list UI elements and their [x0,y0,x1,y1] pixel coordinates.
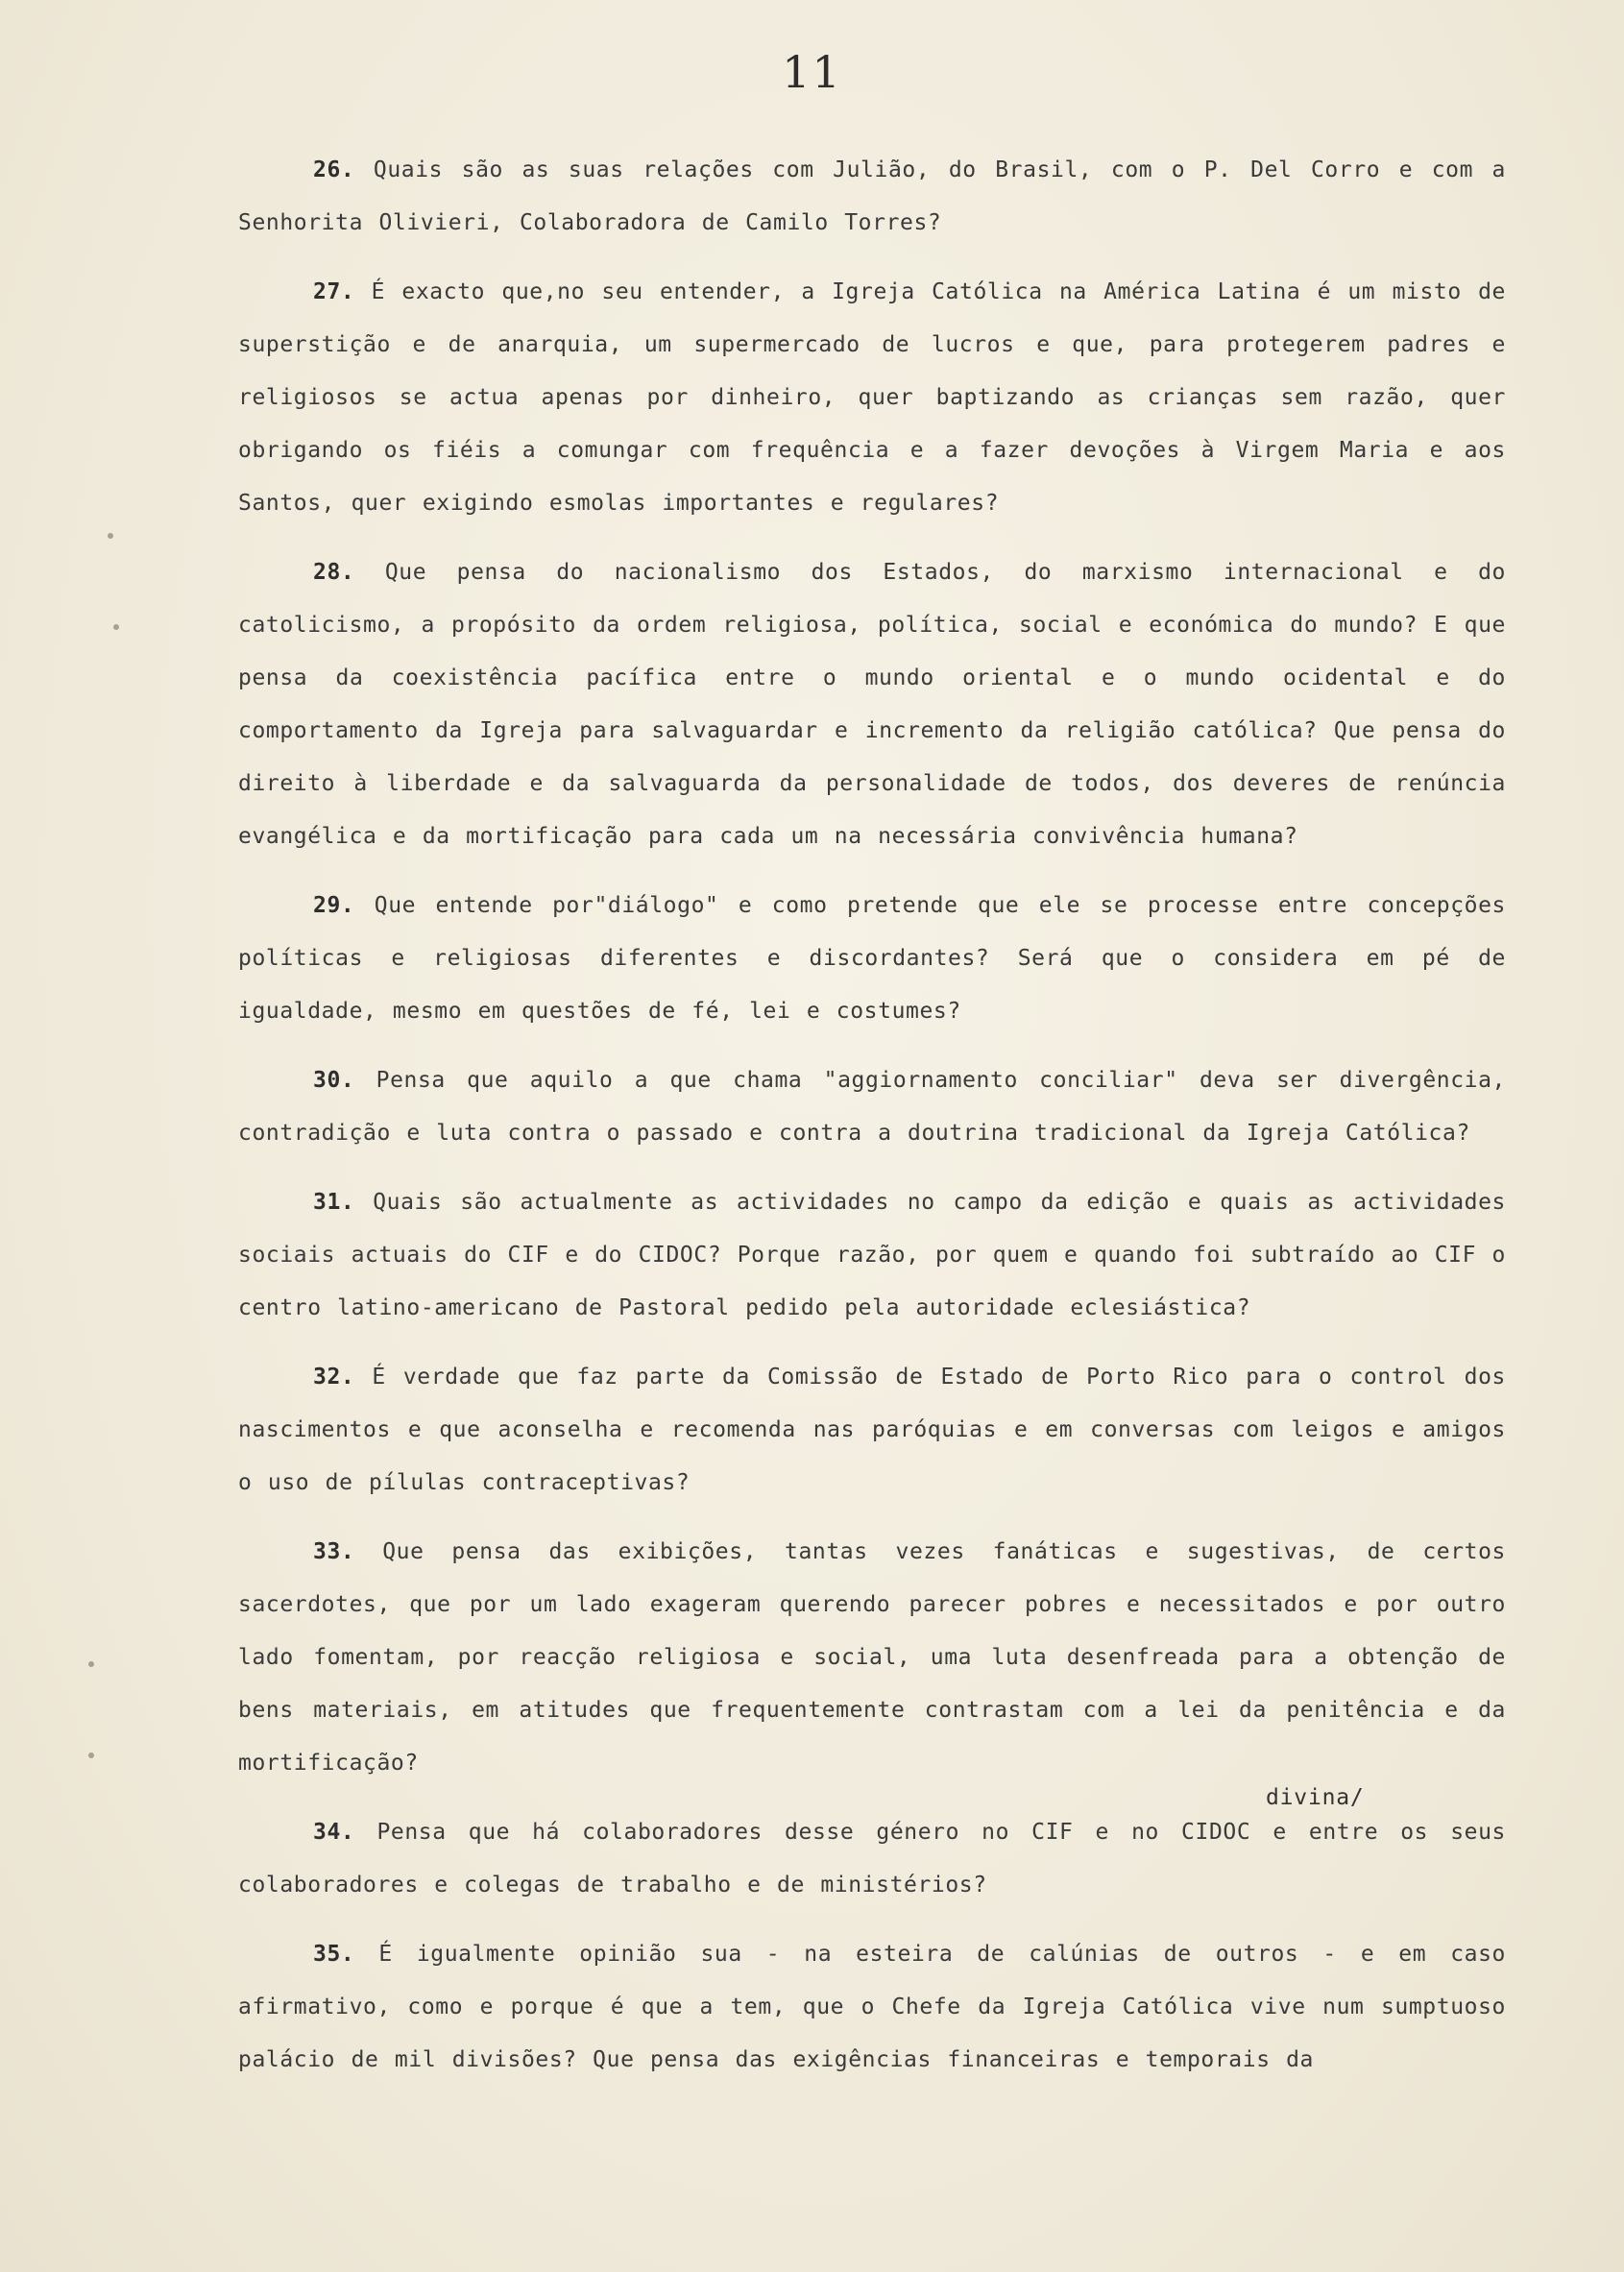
question-number: 31. [313,1190,355,1215]
question-30 [238,1054,1506,1160]
punch-mark [108,533,113,539]
question-text: Que pensa das exibições, tantas vezes fanáticas e sugestivas, de certos sacerdotes, que por um lado exageram querendo parecer pobres e necessitados e por outro lado fomentam, por reacção religiosa e social, uma luta desenfreada para a obtenção de bens materiais, em atitudes que frequentemente contrastam com a lei da penitência e da mortificação? [238,1539,1506,1776]
punch-mark [113,624,119,630]
question-text: É verdade que faz parte da Comissão de Estado de Porto Rico para o control dos nascimentos e que aconselha e recomenda nas paróquias e em conversas com leigos e amigos o uso de pílulas contraceptivas? [238,1365,1506,1495]
question-35 [238,1928,1506,2087]
question-33 [238,1526,1506,1790]
punch-mark [88,1752,94,1758]
question-text: É igualmente opinião sua - na esteira de calúnias de outros - e em caso afirmativo, como e porque é que a tem, que o Chefe da Igreja Católica vive num sumptuoso palácio de mil divisões? Que pensa das exigências financeiras e temporais da [238,1942,1506,2072]
punch-mark [88,1661,94,1667]
question-29 [238,880,1506,1038]
question-text: Pensa que há colaboradores desse género no CIF e no CIDOC e entre os seus colaboradores e colegas de trabalho e de ministérios? [238,1820,1506,1897]
question-28 [238,546,1506,863]
question-number: 29. [313,893,355,918]
question-number: 28. [313,560,355,585]
question-text: Quais são as suas relações com Julião, do Brasil, com o P. Del Corro e com a Senhorita Olivieri, Colaboradora de Camilo Torres? [238,157,1507,235]
question-number: 32. [313,1365,355,1390]
question-34 [238,1806,1506,1912]
question-text: Pensa que aquilo a que chama "aggiornamento conciliar" deva ser divergência, contradição e luta contra o passado e contra a doutrina tradicional da Igreja Católica? [238,1068,1507,1146]
question-number: 33. [313,1539,355,1564]
question-text: Que entende por"diálogo" e como pretende que ele se processe entre concepções políticas e religiosas diferentes e discordantes? Será que o considera em pé de igualdade, mesmo em questões de fé, lei e costumes? [238,893,1506,1024]
question-26 [238,144,1506,250]
question-text: Quais são actualmente as actividades no campo da edição e quais as actividades sociais actuais do CIF e do CIDOC? Porque razão, por quem e quando foi subtraído ao CIF o centro latino-americano de Pastoral pedido pela autoridade eclesiástica? [238,1190,1506,1320]
question-text: É exacto que,no seu entender, a Igreja Católica na América Latina é um misto de superstição e de anarquia, um supermercado de lucros e que, para protegerem padres e religiosos se actua apenas por dinheiro, quer baptizando as crianças sem razão, quer obrigando os fiéis a comungar com frequência e a fazer devoções à Virgem Maria e aos Santos, quer exigindo esmolas importantes e regulares? [238,279,1506,516]
question-32 [238,1351,1506,1510]
interlinear-insertion: divina/ [1266,1785,1365,1810]
question-text: Que pensa do nacionalismo dos Estados, do marxismo internacional e do catolicismo, a propósito da ordem religiosa, política, social e económica do mundo? E que pensa da coexistência pacífica entre o mundo oriental e o mundo ocidental e do comportamento da Igreja para salvaguardar e incremento da religião católica? Que pensa do direito à liberdade e da salvaguarda da personalidade de todos, dos deveres de renúncia evangélica e da mortificação para cada um na necessária convivência humana? [238,560,1506,849]
question-number: 27. [313,279,355,304]
question-number: 34. [313,1820,355,1845]
question-number: 30. [313,1068,355,1093]
page-number: 11 [782,46,842,98]
question-31 [238,1176,1506,1335]
question-number: 35. [313,1942,355,1967]
question-number: 26. [313,157,355,182]
question-27 [238,266,1506,530]
